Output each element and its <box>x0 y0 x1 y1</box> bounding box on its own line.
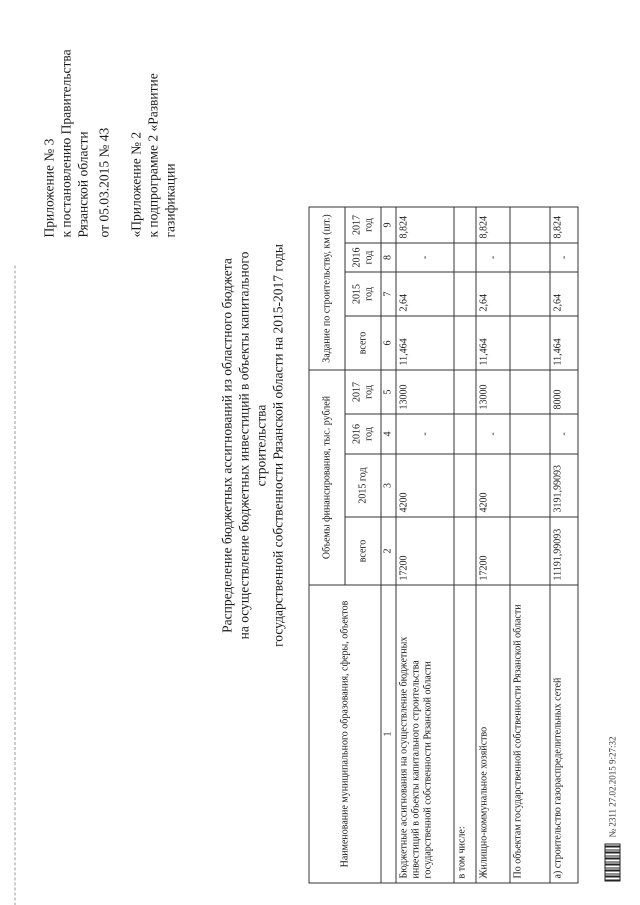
cell-value <box>510 207 550 243</box>
header-2015: 2015 год <box>345 454 381 517</box>
annex-ref: к постановлению Правительства Рязанской области <box>58 48 90 237</box>
cell-value: 13000 <box>476 370 510 414</box>
table-row <box>510 207 550 883</box>
cell-value: 4200 <box>476 454 510 517</box>
cell-value <box>510 316 550 370</box>
cell-value: 11,464 <box>476 316 510 370</box>
table-header-row <box>309 207 345 883</box>
row-label: Жилищно-коммунальное хозяйство <box>476 585 510 883</box>
header-c-2016: 2016 год <box>345 243 381 272</box>
annex2-number: «Приложение № 2 <box>128 131 143 237</box>
cell-value: 8,824 <box>550 207 578 243</box>
cell-value: 2,64 <box>396 272 454 316</box>
annex-block <box>40 37 178 237</box>
header-name: Наименование муниципального образования, сферы, объектов <box>309 585 381 883</box>
cell-value <box>510 517 550 585</box>
cell-value: - <box>396 243 454 272</box>
colnum: 1 <box>381 585 396 883</box>
cell-value: - <box>476 414 510 454</box>
cell-value: - <box>550 414 578 454</box>
header-construction: Задание по строительству, км (шт.) <box>309 207 345 370</box>
colnum: 2 <box>381 517 396 585</box>
cell-value <box>454 272 476 316</box>
cell-value <box>454 517 476 585</box>
cell-value: 4200 <box>396 454 454 517</box>
cell-value: 8000 <box>550 370 578 414</box>
stamp-text: № 2311 27.02.2015 9:27:32 <box>607 735 617 837</box>
annex-date: от 05.03.2015 № 43 <box>96 127 111 237</box>
cell-value <box>454 414 476 454</box>
cell-value: 2,64 <box>476 272 510 316</box>
header-c-total: всего <box>345 316 381 370</box>
cell-value <box>510 454 550 517</box>
cell-value: - <box>396 414 454 454</box>
cell-value: - <box>550 243 578 272</box>
cell-value <box>454 370 476 414</box>
registration-stamp <box>604 736 620 881</box>
table-row <box>454 207 476 883</box>
cell-value <box>454 207 476 243</box>
row-label: в том числе: <box>454 585 476 883</box>
table-row <box>476 207 510 883</box>
table-row <box>550 207 578 883</box>
row-label: а) строительство газораспределительных сетей <box>550 585 578 883</box>
cell-value: 17200 <box>396 517 454 585</box>
cell-value <box>510 272 550 316</box>
header-2016: 2016 год <box>345 414 381 454</box>
title-line-3: государственной собственности Рязанской области на 2015-2017 годы <box>270 243 285 647</box>
cell-value <box>454 454 476 517</box>
column-number-row <box>381 207 396 883</box>
row-label: По объектам государственной собственности Рязанской области <box>510 585 550 883</box>
cell-value <box>454 316 476 370</box>
document-title <box>218 215 286 675</box>
row-label: Бюджетные ассигнования на осуществление бюджетных инвестиций в объекты капитального строительства государственной собственности Рязанской области <box>396 585 454 883</box>
colnum: 4 <box>381 414 396 454</box>
cell-value: 17200 <box>476 517 510 585</box>
cell-value: 8,824 <box>476 207 510 243</box>
cell-value: 8,824 <box>396 207 454 243</box>
cell-value: 11191,99093 <box>550 517 578 585</box>
colnum: 6 <box>381 316 396 370</box>
cell-value <box>454 243 476 272</box>
cell-value: 2,64 <box>550 272 578 316</box>
cell-value <box>510 414 550 454</box>
cell-value: 11,464 <box>550 316 578 370</box>
cell-value: 3191,99093 <box>550 454 578 517</box>
funding-table <box>308 206 578 883</box>
page-top-rule <box>0 265 15 905</box>
colnum: 9 <box>381 207 396 243</box>
cell-value: 13000 <box>396 370 454 414</box>
annex2-ref: к подпрограмме 2 «Развитие газификации <box>145 72 177 237</box>
cell-value <box>510 243 550 272</box>
header-2017: 2017 год <box>345 370 381 414</box>
cell-value: - <box>476 243 510 272</box>
cell-value <box>510 370 550 414</box>
header-funding: Объемы финансирования, тыс. рублей <box>309 370 345 585</box>
cell-value: 11,464 <box>396 316 454 370</box>
colnum: 7 <box>381 272 396 316</box>
title-line-1: Распределение бюджетных ассигнований из областного бюджета <box>219 257 234 633</box>
colnum: 8 <box>381 243 396 272</box>
colnum: 3 <box>381 454 396 517</box>
table-row <box>396 207 454 883</box>
header-c-2017: 2017 год <box>345 207 381 243</box>
header-total: всего <box>345 517 381 585</box>
barcode-icon <box>604 843 620 881</box>
annex-number: Приложение № 3 <box>41 138 56 237</box>
colnum: 5 <box>381 370 396 414</box>
header-c-2015: 2015 год <box>345 272 381 316</box>
title-line-2: на осуществление бюджетных инвестиций в объекты капитального строительства <box>236 251 268 639</box>
